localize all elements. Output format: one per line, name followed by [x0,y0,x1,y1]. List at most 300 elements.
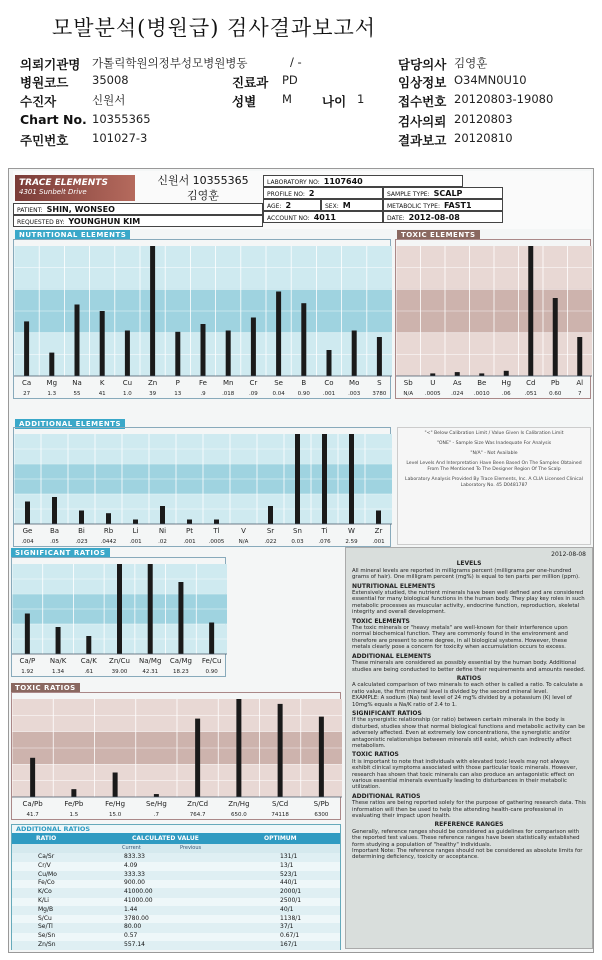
bar-li [133,520,138,525]
bar-cd [528,246,533,376]
ratio-name: Fe/Co [38,879,55,887]
bar-p [175,332,180,376]
value-label: .09 [249,391,258,397]
chart-value: 10355365 [92,112,151,126]
value-label: 0.90 [205,669,218,675]
additional-svg [14,428,392,548]
bar-se [276,292,281,377]
notes-date: 2012-08-08 [551,551,586,558]
value-label: .003 [348,391,361,397]
tick-label: Zn/Hg [228,800,250,808]
tick-label: Ca/Mg [169,657,192,665]
tick-label: W [348,527,355,535]
bar-b [301,303,306,376]
tick-label: Zn/Cu [109,657,130,665]
ratio-current: 41000.00 [124,888,153,896]
tick-label: Mg [46,379,58,387]
id-value: 101027-3 [92,131,148,145]
date-cell [383,211,503,223]
clinical-label: 임상정보 [398,75,447,90]
ratio-current: 900.00 [124,879,145,887]
sig-heading: SIGNIFICANT RATIOS [352,709,422,717]
value-label: .018 [222,391,235,397]
ratio-optimum: 2000/1 [280,888,302,896]
value-label: .024 [451,391,464,397]
patient-label: 수진자 [20,94,57,109]
bar-na-mg [148,564,153,654]
nutri-text: Extensively studied, the nutrient minerals have been well defined and are considered essential for many biological functions in the human body. They play key roles in such metabolic processes as muscular activity, endocrine function, reproduction, skeletal integrity and overall development. [352,590,585,616]
add-heading: ADDITIONAL ELEMENTS [352,652,432,660]
ratio-name: Se/Tl [38,923,53,931]
sex-label: 성별 [232,94,257,109]
patient-value: 신원서 [92,93,126,107]
legend-levels: Level Levels And Interpretation Have Been Based On The Samples Obtained From The Mentioned To The Designer Region Of The Scalp [406,461,582,472]
tick-label: S/Pb [313,800,330,808]
tick-label: Al [576,379,584,387]
toxic-text: The toxic minerals or "heavy metals" are well-known for their interference upon normal biochemical function. They are commonly found in the environment and therefore are present to some degree, in all biological systems. However, these metals clearly pose a concern for toxicity when accumulation occurs to excess. [352,625,568,651]
tick-label: As [453,379,462,387]
request-value: 20120803 [454,112,513,126]
dept-value: PD [282,73,298,87]
bar-fe-pb [71,789,76,797]
interpretation-notes [345,547,593,949]
bar-ca-p [25,614,30,655]
value-label: .0442 [100,539,117,545]
ratio-name: S/Cu [38,914,52,922]
ratio-optimum: 1138/1 [280,914,302,922]
metabolic-label: METABOLIC TYPE: [387,203,440,210]
value-label: .02 [158,539,167,545]
bar-mg [49,353,54,376]
value-label: 764.7 [189,812,206,818]
value-label: 1.0 [123,391,132,397]
patient-stamp-line2: 김영훈 [187,189,219,202]
ratio-current: 333.33 [124,870,145,878]
profile-cell [263,187,383,199]
tick-label: Zn/Cd [187,800,209,808]
ratio-optimum: 167/1 [280,941,298,948]
bar-pt [187,520,192,525]
bar-zn-cd [195,719,200,797]
toxic-svg [396,240,592,400]
value-label: 0.03 [291,539,304,545]
additional-ratios-table [11,824,341,950]
value-label: .06 [501,391,511,397]
age-label: 나이 [322,94,347,109]
bar-fe-cu [209,623,214,655]
value-label: 0.60 [549,391,562,397]
sex-value-en: M [342,201,351,210]
levels-heading: LEVELS [456,560,482,568]
bar-na [75,305,80,377]
requested-value: YOUNGHUN KIM [68,217,141,226]
ratio-name: Mg/B [38,905,54,913]
ref-text: Generally, reference ranges should be considered as guidelines for comparison with the reported test values. These reference ranges have been statistically established form studying a population of "healthy" individuals. [352,828,580,848]
value-label: .9 [200,391,206,397]
addr-heading: ADDITIONAL RATIOS [352,792,421,800]
toxic-chart [395,239,591,399]
tick-label: Li [132,527,139,535]
metabolic-cell [383,199,503,211]
bar-zr [376,511,381,525]
bar-bi [79,511,84,525]
hair-analysis-scan [8,168,594,953]
hospital-code-label: 병원코드 [20,75,69,90]
value-label: 74118 [271,812,289,818]
addr-text: These ratios are being reported solely for the purpose of gathering research data. This information will then be used to help the attending health-care professional in evaluating their impact upon health. [352,800,586,820]
age-cell [263,199,321,211]
bar-ti [322,434,327,524]
ratio-current: 1.44 [124,905,138,913]
value-label: .0005 [424,391,441,397]
value-label: 3780 [372,391,387,397]
bar-cr [251,318,256,377]
value-label: N/A [403,391,414,397]
additional-title: ADDITIONAL ELEMENTS [15,419,125,429]
significant-title: SIGNIFICANT RATIOS [11,548,110,558]
institution-value: 가톨릭학원의정부성모병원병동 [92,56,248,70]
tick-label: Bi [78,527,85,535]
tick-label: U [430,379,436,387]
important-note: Important Note: The reference ranges should not be considered as absolute limits for determining deficiency, toxicity or acceptance. [352,848,583,861]
bar-mo [352,331,357,377]
tick-label: Sb [403,379,413,387]
value-label: 650.0 [231,812,247,818]
sex-cell [321,199,383,211]
value-label: 1.34 [51,669,65,675]
report-title: 모발분석(병원급) 검사결과보고서 [52,16,377,40]
value-label: 1.5 [69,812,79,818]
legend-panel [397,427,591,545]
add-text: These minerals are considered as possibly essential by the human body. Additional studies are being conducted to better define their requirements and amounts needed. [352,660,586,673]
value-label: .0010 [473,391,490,397]
value-label: 39 [149,391,157,397]
bar-w [349,434,354,524]
nutri-heading: NUTRITIONAL ELEMENTS [352,582,436,590]
ref-heading: REFERENCE RANGES [434,821,504,829]
report-value: 20120810 [454,131,513,145]
header-row-2 [20,73,595,91]
bar-as [455,372,460,376]
tick-label: Ca/K [80,657,97,665]
header-row-3 [20,92,595,110]
tick-label: S/Cd [272,800,289,808]
value-label: .051 [524,391,537,397]
ratio-name: Cr/V [38,861,51,869]
bar-k [100,311,105,376]
age-label-en: AGE: [267,203,282,210]
lab-logo [15,175,135,201]
chart-label: Chart No. [20,112,87,127]
reception-label: 접수번호 [398,94,447,109]
clinical-value: O34MN0U10 [454,73,527,87]
ratio-current: 41000.00 [124,897,153,904]
tick-label: Na/Mg [139,657,162,665]
tick-label: Rb [103,527,114,535]
ratios-subheader [12,844,340,853]
tick-label: Tl [213,527,220,535]
tick-label: Zn [147,379,158,387]
value-label: 42.31 [142,669,159,675]
ratio-optimum: 40/1 [280,905,294,913]
sample-cell [383,187,503,199]
legend-lab: Laboratory Analysis Provided By Trace Elements, Inc. A CLIA Licensed Clinical Laboratory No. 45 D0481787 [405,477,583,488]
tick-label: Cr [249,379,258,387]
bar-na-k [56,627,61,654]
ratios-text: A calculated comparison of two minerals to each other is called a ratio. To calculate a ratio value, the first mineral level is divided by the second mineral level. [352,682,583,695]
tick-label: Co [324,379,334,387]
value-label: 15.0 [109,812,122,818]
tick-label: Pb [550,379,560,387]
hospital-code-value: 35008 [92,73,129,87]
tick-label: Cu [122,379,133,387]
additional-ratios-title: ADDITIONAL RATIOS [16,825,91,833]
tick-label: Sn [293,527,302,535]
tick-label: Pt [186,527,193,535]
tick-label: V [241,527,246,535]
profile-label: PROFILE NO: [267,191,305,198]
value-label: .61 [84,669,94,675]
legend-below: "<" Below Calibration Limit / Value Given Is Calibration Limit [424,431,564,436]
sex-value: M [282,92,292,106]
levels-text: All mineral levels are reported in milligrams percent (milligrams per one-hundred grams of hair). One milligram percent (mg%) is equal to ten parts per million (ppm). [352,567,580,581]
bar-cu [125,331,130,377]
tox-text: It is important to note that individuals with elevated toxic levels may not always exhibit clinical symptoms associated with those particular toxic minerals. However, research has shown that toxic minerals can also produce an antagonistic effect on various essential minerals eventually leading to disturbances in their metabolic utilization. [352,758,578,791]
patient-stamp-line1: 신원서 10355365 [157,174,249,187]
toxic-ratios-chart [11,692,341,820]
tox-heading: TOXIC RATIOS [352,751,399,759]
tick-label: Fe/Cu [201,657,222,665]
tick-label: Ca/P [19,657,36,665]
value-label: .076 [318,539,331,545]
ratios-heading: RATIOS [456,674,482,682]
ratio-optimum: 0.67/1 [280,932,300,940]
age-value: 1 [357,92,365,106]
bar-ge [25,502,30,525]
tick-label: Mn [222,379,234,387]
value-label: .0005 [208,539,225,545]
tick-label: Ba [49,527,60,535]
value-label: .001 [322,391,336,397]
logo-sub: 4301 Sunbelt Drive [19,188,87,196]
header-row-1 [20,55,595,73]
ratio-optimum: 37/1 [280,923,294,931]
ratio-row [12,941,340,950]
ratios-header [12,833,340,844]
significant-svg [12,558,227,678]
bar-pb [553,298,558,376]
sub-current: Current [122,845,141,851]
ratio-name: Se/Sn [38,932,56,940]
toxic-heading: TOXIC ELEMENTS [352,617,410,625]
tick-label: S [377,379,382,387]
bar-zn-hg [236,699,241,797]
tick-label: Fe [199,379,207,387]
tick-label: Ca [22,379,32,387]
sample-label: SAMPLE TYPE: [387,191,430,198]
nutritional-title: NUTRITIONAL ELEMENTS [15,230,130,240]
lab-no-value: 1107640 [323,177,363,186]
bar-s [377,337,382,376]
bar-al [577,337,582,376]
tick-label: B [301,379,307,387]
bar-s-pb [319,717,324,797]
value-label: .05 [50,539,59,545]
bar-ca-k [86,636,91,654]
tick-label: Ge [22,527,33,535]
col-ratio: RATIO [36,835,57,842]
bar-sn [295,434,300,524]
ratio-current: 80.00 [124,923,142,931]
sex-label-en: SEX: [325,203,339,210]
value-label: N/A [238,539,249,545]
header-row-4 [20,112,595,130]
tick-label: K [99,379,105,387]
requested-cell [13,215,263,227]
doctor-label: 담당의사 [398,57,447,72]
col-value: CALCULATED VALUE [132,835,199,842]
value-label: .001 [372,539,385,545]
value-label: .001 [129,539,142,545]
tick-label: Ti [321,527,328,535]
institution-label: 의뢰기관명 [20,57,81,72]
value-label: 18.23 [173,669,189,675]
value-label: 7 [578,391,582,397]
ratio-current: 833.33 [124,853,145,860]
patient-cell [13,203,263,215]
legend-na: "N/A" - Not Available [470,451,518,456]
bar-rb [106,513,111,524]
bar-mn [226,331,231,377]
tick-label: Se [274,379,283,387]
toxic-ratios-title: TOXIC RATIOS [11,683,80,693]
requested-label: REQUESTED BY: [17,219,65,226]
ratio-current: 4.09 [124,861,138,869]
sig-text: If the synergistic relationship (or ratio) between certain minerals in the body is disturbed, studies show that normal biological functions and metabolic activity can be adversely affected. Even at extremely low concentrations, the synergistic and/or antagonistic relationships between minerals still exist, which can indirectly affect metabolism. [352,717,585,749]
nutritional-chart [13,239,391,399]
tick-label: Na/K [49,657,67,665]
value-label: .001 [183,539,196,545]
doctor-value: 김영훈 [454,56,488,70]
tick-label: Ni [158,527,167,535]
account-value: 4011 [313,213,336,222]
logo-text: TRACE ELEMENTS [19,178,108,188]
bar-fe [201,324,206,376]
bar-hg [504,371,509,376]
bar-co [327,350,332,376]
toxic-ratios-svg [12,693,342,821]
value-label: .7 [153,812,159,818]
value-label: 27 [23,391,31,397]
reception-value: 20120803-19080 [454,92,554,106]
value-label: 41 [98,391,106,397]
value-label: .004 [21,539,34,545]
tick-label: Be [477,379,487,387]
tick-label: Fe/Pb [64,800,84,808]
bar-zn-cu [117,564,122,654]
legend-one: "ONE" - Sample Size Was Inadequate For Analysis [436,441,552,446]
patient-label-en: PATIENT: [17,207,43,214]
id-label: 주민번호 [20,133,69,148]
request-label: 검사의뢰 [398,114,447,129]
dept-label: 진료과 [232,75,269,90]
bar-s-cd [278,704,283,797]
ratio-optimum: 523/1 [280,870,298,878]
bar-se-hg [154,794,159,797]
ratio-optimum: 440/1 [280,879,298,887]
tick-label: Sr [266,527,275,535]
report-label: 결과보고 [398,133,447,148]
lab-no-label: LABORATORY NO: [267,179,320,186]
account-cell [263,211,383,223]
additional-chart [13,427,391,547]
value-label: 55 [73,391,81,397]
ratio-name: Cu/Mo [38,870,57,878]
tick-label: Hg [501,379,512,387]
patient-value-en: SHIN, WONSEO [46,205,115,214]
profile-value: 2 [308,189,315,198]
tick-label: Cd [526,379,536,387]
bar-sr [268,506,273,524]
significant-chart [11,557,226,677]
tick-label: Mo [349,379,360,387]
account-label: ACCOUNT NO: [267,215,310,222]
bar-tl [214,520,219,525]
value-label: 2.59 [345,539,358,545]
ratio-optimum: 13/1 [280,861,294,869]
lab-no-cell [263,175,463,187]
value-label: .023 [75,539,88,545]
lab-report-header [13,171,591,229]
ratio-name: K/Co [38,888,52,896]
sample-value: SCALP [433,189,463,198]
value-label: 13 [174,391,182,397]
bar-ba [52,497,57,524]
value-label: .022 [264,539,277,545]
bar-ca [24,321,29,376]
sub-previous: Previous [180,845,202,851]
col-optimum: OPTIMUM [264,835,297,842]
tick-label: Fe/Hg [105,800,126,808]
header-row-5 [20,131,595,149]
value-label: 1.92 [21,669,34,675]
value-label: 6300 [314,812,329,818]
tick-label: Se/Hg [145,800,167,808]
tick-label: Zr [374,527,383,535]
value-label: 41.7 [26,812,39,818]
date-label: DATE: [387,215,405,222]
value-label: 1.3 [47,391,57,397]
ratio-current: 557.14 [124,941,145,948]
patient-stamp [143,173,263,203]
tick-label: Ca/Pb [22,800,43,808]
ratio-current: 3780.00 [124,914,149,922]
nutritional-svg [14,240,392,400]
bar-ca-mg [178,582,183,654]
ratio-name: K/Li [38,897,49,904]
ratio-optimum: 131/1 [280,853,298,860]
tick-label: Na [72,379,82,387]
value-label: 0.04 [272,391,285,397]
age-value-en: 2 [285,201,292,210]
ratios-example: EXAMPLE: A sodium (Na) test level of 24 mg% divided by a potassium (K) level of 10mg% equals a Na/K ratio of 2.4 to 1. [352,695,572,708]
metabolic-value: FAST1 [443,201,472,210]
ratio-optimum: 2500/1 [280,897,302,904]
bar-ca-pb [30,758,35,797]
tick-label: P [175,379,180,387]
date-value: 2012-08-08 [408,213,460,222]
ratio-name: Ca/Sr [38,853,55,860]
